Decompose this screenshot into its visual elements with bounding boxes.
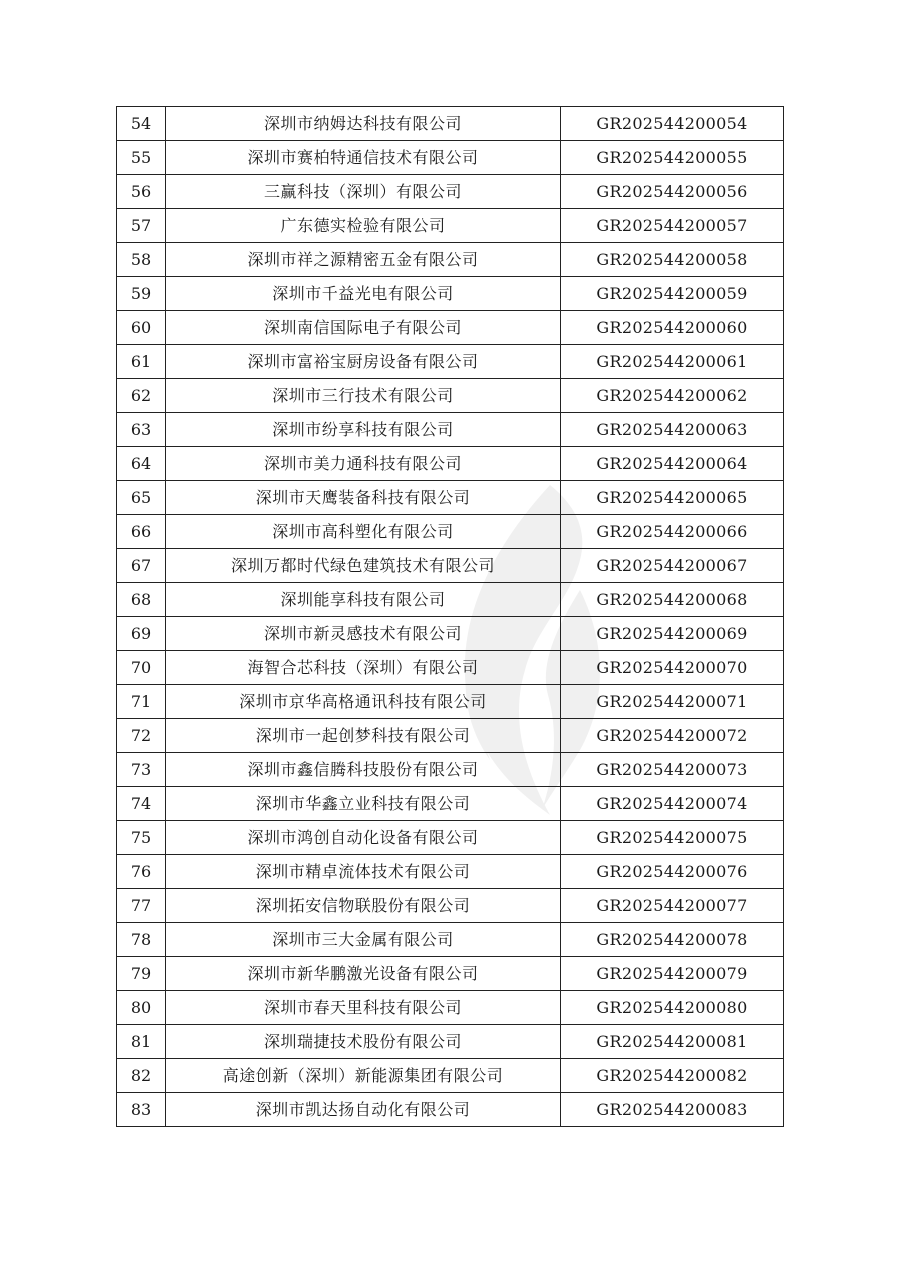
table-row [117, 447, 784, 481]
certificate-code-cell: GR202544200067 [561, 549, 784, 583]
company-name-cell: 深圳市京华高格通讯科技有限公司 [166, 685, 561, 719]
certificate-code-cell: GR202544200056 [561, 175, 784, 209]
row-number-cell: 79 [117, 957, 166, 991]
table-row [117, 413, 784, 447]
row-number-cell: 68 [117, 583, 166, 617]
table-row [117, 753, 784, 787]
company-name-cell: 高途创新（深圳）新能源集团有限公司 [166, 1059, 561, 1093]
certificate-code-cell: GR202544200079 [561, 957, 784, 991]
certificate-code-cell: GR202544200066 [561, 515, 784, 549]
table-row [117, 345, 784, 379]
certificate-code-cell: GR202544200059 [561, 277, 784, 311]
table-row [117, 515, 784, 549]
certificate-list-table [116, 106, 784, 1127]
row-number-cell: 55 [117, 141, 166, 175]
table-row [117, 1059, 784, 1093]
company-name-cell: 深圳市美力通科技有限公司 [166, 447, 561, 481]
table-row [117, 549, 784, 583]
table-row [117, 583, 784, 617]
company-name-cell: 海智合芯科技（深圳）有限公司 [166, 651, 561, 685]
table-row [117, 923, 784, 957]
certificate-code-cell: GR202544200058 [561, 243, 784, 277]
table-row [117, 141, 784, 175]
table-row [117, 243, 784, 277]
company-name-cell: 深圳市春天里科技有限公司 [166, 991, 561, 1025]
table-row [117, 379, 784, 413]
row-number-cell: 74 [117, 787, 166, 821]
company-name-cell: 深圳市一起创梦科技有限公司 [166, 719, 561, 753]
row-number-cell: 70 [117, 651, 166, 685]
row-number-cell: 82 [117, 1059, 166, 1093]
certificate-code-cell: GR202544200062 [561, 379, 784, 413]
certificate-code-cell: GR202544200071 [561, 685, 784, 719]
row-number-cell: 80 [117, 991, 166, 1025]
certificate-code-cell: GR202544200055 [561, 141, 784, 175]
company-name-cell: 深圳市鑫信腾科技股份有限公司 [166, 753, 561, 787]
row-number-cell: 67 [117, 549, 166, 583]
row-number-cell: 57 [117, 209, 166, 243]
table-row [117, 277, 784, 311]
certificate-code-cell: GR202544200077 [561, 889, 784, 923]
table-row [117, 991, 784, 1025]
row-number-cell: 72 [117, 719, 166, 753]
row-number-cell: 66 [117, 515, 166, 549]
table-row [117, 1025, 784, 1059]
company-name-cell: 深圳市三大金属有限公司 [166, 923, 561, 957]
certificate-code-cell: GR202544200073 [561, 753, 784, 787]
certificate-code-cell: GR202544200072 [561, 719, 784, 753]
row-number-cell: 64 [117, 447, 166, 481]
row-number-cell: 69 [117, 617, 166, 651]
table-row [117, 685, 784, 719]
row-number-cell: 71 [117, 685, 166, 719]
certificate-code-cell: GR202544200081 [561, 1025, 784, 1059]
table-row [117, 787, 784, 821]
company-name-cell: 深圳市纷享科技有限公司 [166, 413, 561, 447]
certificate-code-cell: GR202544200054 [561, 107, 784, 141]
certificate-code-cell: GR202544200060 [561, 311, 784, 345]
certificate-code-cell: GR202544200075 [561, 821, 784, 855]
table-row [117, 481, 784, 515]
row-number-cell: 83 [117, 1093, 166, 1127]
table-row [117, 175, 784, 209]
certificate-code-cell: GR202544200063 [561, 413, 784, 447]
company-name-cell: 深圳拓安信物联股份有限公司 [166, 889, 561, 923]
row-number-cell: 63 [117, 413, 166, 447]
company-name-cell: 深圳市赛柏特通信技术有限公司 [166, 141, 561, 175]
certificate-code-cell: GR202544200061 [561, 345, 784, 379]
certificate-code-cell: GR202544200069 [561, 617, 784, 651]
company-name-cell: 深圳市纳姆达科技有限公司 [166, 107, 561, 141]
row-number-cell: 59 [117, 277, 166, 311]
table-row [117, 855, 784, 889]
row-number-cell: 58 [117, 243, 166, 277]
table-row [117, 617, 784, 651]
company-name-cell: 深圳万都时代绿色建筑技术有限公司 [166, 549, 561, 583]
certificate-code-cell: GR202544200082 [561, 1059, 784, 1093]
company-name-cell: 深圳市祥之源精密五金有限公司 [166, 243, 561, 277]
row-number-cell: 54 [117, 107, 166, 141]
company-name-cell: 深圳市高科塑化有限公司 [166, 515, 561, 549]
row-number-cell: 65 [117, 481, 166, 515]
row-number-cell: 56 [117, 175, 166, 209]
row-number-cell: 81 [117, 1025, 166, 1059]
row-number-cell: 77 [117, 889, 166, 923]
certificate-code-cell: GR202544200070 [561, 651, 784, 685]
row-number-cell: 76 [117, 855, 166, 889]
row-number-cell: 75 [117, 821, 166, 855]
table-row [117, 1093, 784, 1127]
company-name-cell: 广东德实检验有限公司 [166, 209, 561, 243]
certificate-code-cell: GR202544200068 [561, 583, 784, 617]
row-number-cell: 60 [117, 311, 166, 345]
company-name-cell: 深圳市精卓流体技术有限公司 [166, 855, 561, 889]
table-row [117, 107, 784, 141]
table-row [117, 957, 784, 991]
company-name-cell: 深圳市华鑫立业科技有限公司 [166, 787, 561, 821]
table-body [117, 107, 784, 1127]
row-number-cell: 73 [117, 753, 166, 787]
table-row [117, 651, 784, 685]
certificate-code-cell: GR202544200076 [561, 855, 784, 889]
certificate-code-cell: GR202544200083 [561, 1093, 784, 1127]
certificate-code-cell: GR202544200074 [561, 787, 784, 821]
table-row [117, 889, 784, 923]
row-number-cell: 62 [117, 379, 166, 413]
certificate-code-cell: GR202544200078 [561, 923, 784, 957]
company-name-cell: 深圳市新灵感技术有限公司 [166, 617, 561, 651]
table-row [117, 209, 784, 243]
company-name-cell: 深圳市天鹰装备科技有限公司 [166, 481, 561, 515]
company-name-cell: 深圳能享科技有限公司 [166, 583, 561, 617]
certificate-code-cell: GR202544200064 [561, 447, 784, 481]
company-name-cell: 深圳南信国际电子有限公司 [166, 311, 561, 345]
company-name-cell: 深圳市三行技术有限公司 [166, 379, 561, 413]
company-name-cell: 深圳市新华鹏激光设备有限公司 [166, 957, 561, 991]
certificate-code-cell: GR202544200080 [561, 991, 784, 1025]
company-name-cell: 深圳市千益光电有限公司 [166, 277, 561, 311]
table-row [117, 719, 784, 753]
company-name-cell: 深圳瑞捷技术股份有限公司 [166, 1025, 561, 1059]
table-row [117, 311, 784, 345]
certificate-code-cell: GR202544200065 [561, 481, 784, 515]
company-name-cell: 深圳市鸿创自动化设备有限公司 [166, 821, 561, 855]
certificate-code-cell: GR202544200057 [561, 209, 784, 243]
row-number-cell: 78 [117, 923, 166, 957]
company-name-cell: 深圳市富裕宝厨房设备有限公司 [166, 345, 561, 379]
company-name-cell: 深圳市凯达扬自动化有限公司 [166, 1093, 561, 1127]
company-name-cell: 三赢科技（深圳）有限公司 [166, 175, 561, 209]
table-row [117, 821, 784, 855]
row-number-cell: 61 [117, 345, 166, 379]
